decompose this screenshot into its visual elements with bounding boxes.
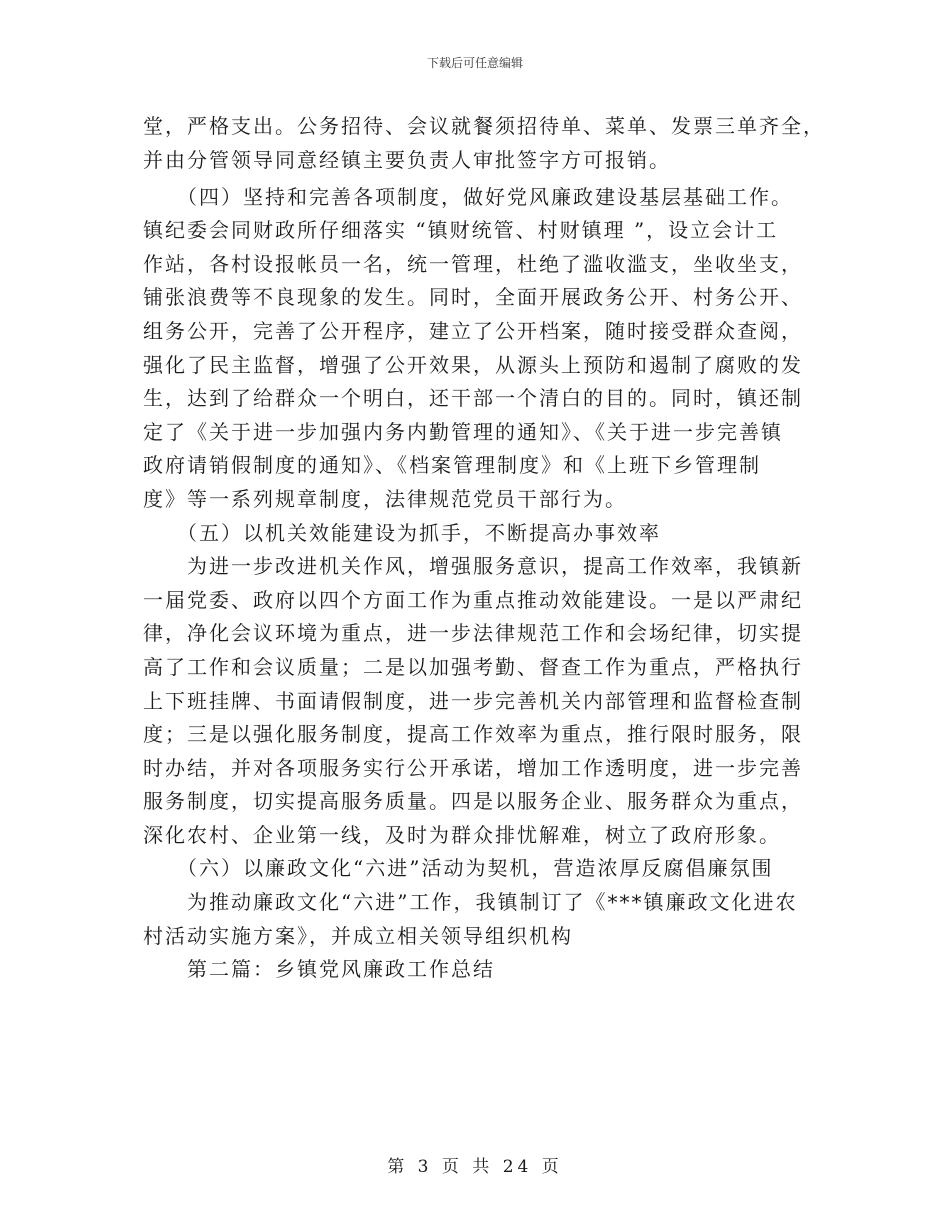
text-line: 深化农村、企业第一线，及时为群众排忧解难，树立了政府形象。 [143, 822, 781, 847]
text-line: 政府请销假制度的通知》、《档案管理制度》和《上班下乡管理制 [143, 453, 761, 478]
page-header: 下载后可任意编辑 [426, 56, 523, 70]
text-line: 度；三是以强化服务制度，提高工作效率为重点，推行限时服务，限 [143, 722, 803, 747]
text-line: 镇纪委会同财政所仔细落实 “镇财统管、村财镇理 ”，设立会计工 [143, 218, 779, 243]
chapter-heading: 第二篇：乡镇党风廉政工作总结 [143, 957, 495, 982]
page-footer: 第 3 页 共 24 页 [387, 1157, 563, 1177]
text-line: 上下班挂牌、书面请假制度，进一步完善机关内部管理和监督检查制 [143, 688, 803, 713]
text-line: 组务公开，完善了公开程序，建立了公开档案，随时接受群众查阅， [143, 318, 803, 343]
section-heading-4: （四）坚持和完善各项制度，做好党风廉政建设基层基础工作。 [143, 184, 793, 209]
text-line: 时办结，并对各项服务实行公开承诺，增加工作透明度，进一步完善 [143, 755, 803, 780]
text-line: 服务制度，切实提高服务质量。四是以服务企业、服务群众为重点， [143, 789, 803, 814]
section-heading-6: （六）以廉政文化“六进”活动为契机，营造浓厚反腐倡廉氛围 [143, 856, 774, 881]
text-line: 为进一步改进机关作风，增强服务意识，提高工作效率，我镇新 [143, 554, 803, 579]
text-line: 生，达到了给群众一个明白，还干部一个清白的目的。同时，镇还制 [143, 386, 803, 411]
text-line: 并由分管领导同意经镇主要负责人审批签字方可报销。 [143, 147, 671, 172]
text-line: 为推动廉政文化“六进”工作，我镇制订了《***镇廉政文化进农 [143, 890, 798, 915]
text-line: 强化了民主监督，增强了公开效果，从源头上预防和遏制了腐败的发 [143, 352, 803, 377]
text-line: 一届党委、政府以四个方面工作为重点推动效能建设。一是以严肃纪 [143, 587, 803, 612]
document-body [143, 110, 825, 987]
text-line: 度》等一系列规章制度，法律规范党员干部行为。 [143, 486, 627, 511]
text-line: 堂，严格支出。公务招待、会议就餐须招待单、菜单、发票三单齐全， [143, 114, 825, 138]
section-heading-5: （五）以机关效能建设为抓手，不断提高办事效率 [143, 520, 661, 545]
text-line: 定了《关于进一步加强内务内勤管理的通知》、《关于进一步完善镇 [143, 419, 783, 444]
text-line: 律，净化会议环境为重点，进一步法律规范工作和会场纪律，切实提 [143, 621, 803, 646]
text-line: 铺张浪费等不良现象的发生。同时，全面开展政务公开、村务公开、 [143, 285, 803, 310]
text-line: 作站，各村设报帐员一名，统一管理，杜绝了滥收滥支，坐收坐支， [143, 251, 803, 276]
text-line: 村活动实施方案》，并成立相关领导组织机构 [143, 923, 573, 948]
text-line: 高了工作和会议质量；二是以加强考勤、督查工作为重点，严格执行 [143, 654, 803, 679]
